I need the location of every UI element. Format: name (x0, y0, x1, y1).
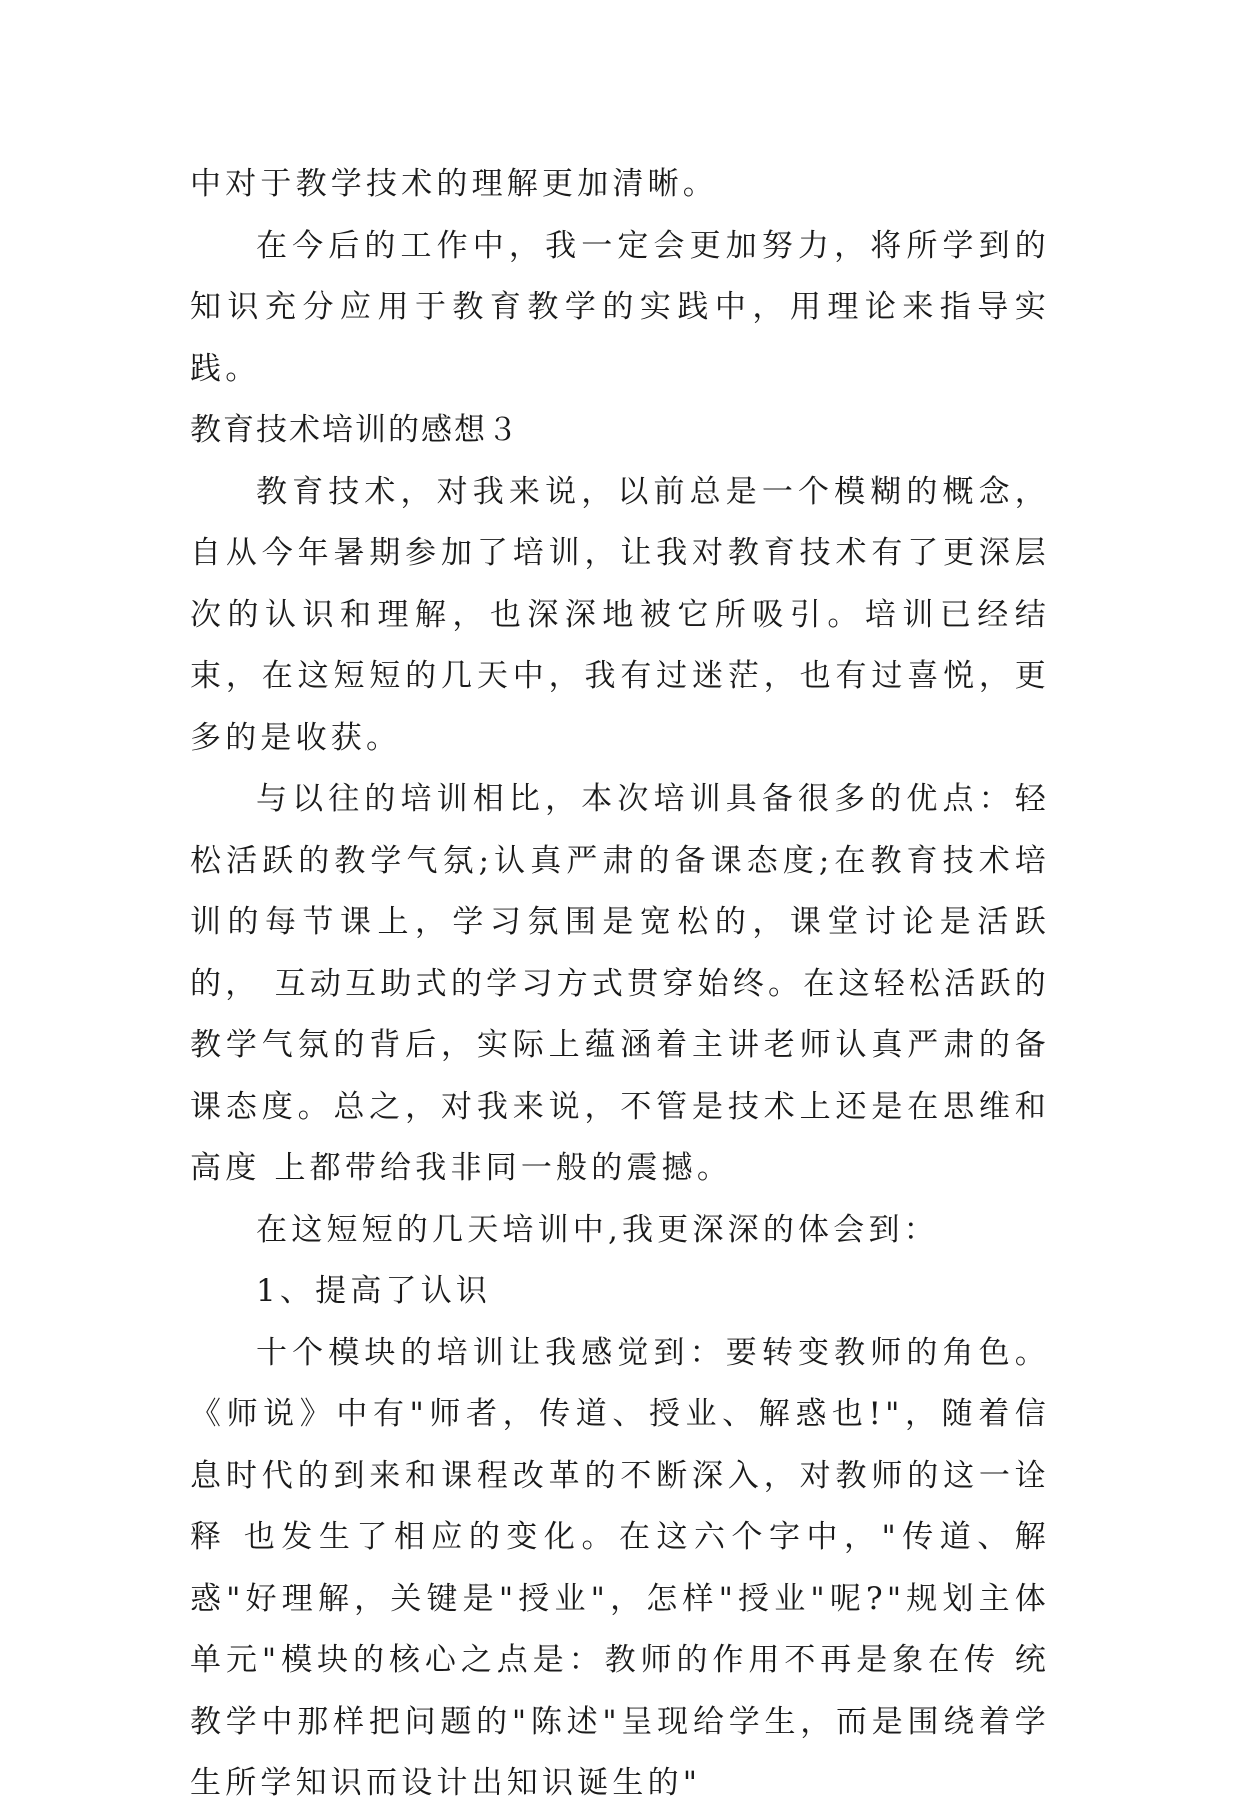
section-heading: 教育技术培训的感想３ (190, 412, 520, 448)
paragraph-3: 教育技术，对我来说，以前总是一个模糊的概念，自从今年暑期参加了培训，让我对教育技术有了更深层次的认识和理解，也深深地被它所吸引。培训已经结束，在这短短的几天中，我有过迷茫，也有过喜悦，更多的是收获。 (190, 473, 1050, 756)
paragraph-2: 在今后的工作中，我一定会更加努力，将所学到的知识充分应用于教育教学的实践中，用理论来指导实践。 (190, 227, 1050, 387)
paragraph-6: 1、提高了认识 (256, 1273, 492, 1309)
paragraph-7: 十个模块的培训让我感觉到：要转变教师的角色。《师说》中有"师者，传道、授业、解惑也!"，随着信息时代的到来和课程改革的不断深入，对教师的这一诠释 也发生了相应的变化。在这六个字中，"传道、解惑"好理解，关键是"授业"，怎样"授业"呢?"规划主体单元"模块的核心之点是：教师的作用不再是象在传 统教学中那样把问题的"陈述"呈现给学生，而是围绕着学生所学知识而设计出知识诞生的" (190, 1334, 1050, 1801)
paragraph-1: 中对于教学技术的理解更加清晰。 (190, 166, 718, 202)
paragraph-4: 与以往的培训相比，本次培训具备很多的优点：轻松活跃的教学气氛;认真严肃的备课态度;在教育技术培训的每节课上，学习氛围是宽松的，课堂讨论是活跃的， 互动互助式的学习方式贯穿始终。在这轻松活跃的教学气氛的背后，实际上蕴涵着主讲老师认真严肃的备课态度。总之，对我来说，不管是技术上还是在思维和高度 上都带给我非同一般的震撼。 (190, 781, 1050, 1186)
document-body (190, 154, 1050, 1815)
paragraph-5: 在这短短的几天培训中,我更深深的体会到： (256, 1211, 939, 1248)
